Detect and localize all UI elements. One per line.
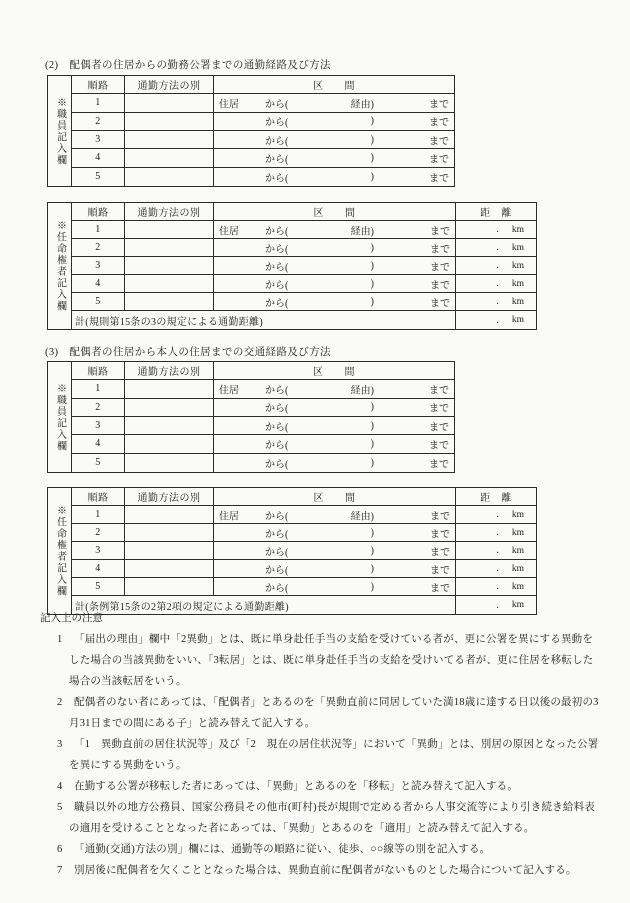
kara-paren-label: から( xyxy=(265,298,289,309)
distance-input-cell[interactable] xyxy=(456,293,536,311)
route-input-cell[interactable] xyxy=(214,221,456,239)
header-kukan: 区 間 xyxy=(214,362,454,380)
decimal-point: . xyxy=(496,278,499,289)
header-method: 通勤方法の別 xyxy=(125,362,214,380)
route-input-cell[interactable] xyxy=(214,506,456,524)
junro-number: 4 xyxy=(72,149,125,167)
route-input-cell[interactable] xyxy=(214,94,454,112)
made-label: まで xyxy=(429,440,449,452)
header-kyori: 距 離 xyxy=(456,203,536,221)
distance-input-cell[interactable] xyxy=(456,506,536,524)
kara-paren-label: から( xyxy=(265,511,289,522)
decimal-point: . xyxy=(496,599,499,611)
made-label: まで xyxy=(429,117,449,129)
side-label-text: ※職員記入欄 xyxy=(54,96,66,166)
method-input-cell[interactable] xyxy=(125,239,214,257)
junro-number: 1 xyxy=(72,94,125,112)
kara-paren-label: から( xyxy=(265,173,289,185)
note-number: 7 xyxy=(57,865,63,876)
method-input-cell[interactable] xyxy=(125,417,214,435)
header-method: 通勤方法の別 xyxy=(125,203,214,221)
via-paren-label: ) xyxy=(370,545,374,556)
made-label: まで xyxy=(430,529,450,540)
route-input-cell[interactable] xyxy=(214,417,454,435)
route-input-cell[interactable] xyxy=(214,131,454,149)
method-input-cell[interactable] xyxy=(125,454,214,472)
origin-label: 住居 xyxy=(219,511,239,522)
note-item xyxy=(40,629,602,692)
kara-paren-label: から( xyxy=(265,440,289,452)
junro-number: 5 xyxy=(72,293,125,311)
header-kyori: 距 離 xyxy=(456,488,536,506)
via-paren-label: 経由) xyxy=(350,385,374,397)
notes-section xyxy=(40,608,602,881)
via-paren-label: 経由) xyxy=(350,226,374,237)
note-number: 2 xyxy=(57,697,63,708)
method-input-cell[interactable] xyxy=(125,542,214,560)
kara-paren-label: から( xyxy=(265,99,289,111)
distance-input-cell[interactable] xyxy=(456,560,536,578)
method-input-cell[interactable] xyxy=(125,435,214,453)
kara-paren-label: から( xyxy=(265,385,289,397)
route-input-cell[interactable] xyxy=(214,399,454,417)
route-input-cell[interactable] xyxy=(214,168,454,186)
kara-paren-label: から( xyxy=(265,244,289,255)
km-unit: km xyxy=(511,224,524,235)
kara-paren-label: から( xyxy=(265,262,289,273)
km-unit: km xyxy=(511,600,524,610)
via-paren-label: 経由) xyxy=(350,99,374,111)
via-paren-label: ) xyxy=(370,260,374,271)
decimal-point: . xyxy=(496,314,499,326)
method-input-cell[interactable] xyxy=(125,524,214,542)
junro-number: 2 xyxy=(72,239,125,257)
junro-number: 4 xyxy=(72,275,125,293)
note-number: 6 xyxy=(57,844,63,855)
made-label: まで xyxy=(430,583,450,594)
junro-number: 3 xyxy=(72,542,125,560)
route-input-cell[interactable] xyxy=(214,542,456,560)
notes-heading: 記入上の注意 xyxy=(40,613,103,624)
km-unit: km xyxy=(511,278,524,289)
via-paren-label: ) xyxy=(370,527,374,538)
via-paren-label: ) xyxy=(370,278,374,289)
decimal-point: . xyxy=(496,224,499,235)
made-label: まで xyxy=(429,136,449,148)
distance-input-cell[interactable] xyxy=(456,239,536,257)
made-label: まで xyxy=(429,459,449,471)
route-input-cell[interactable] xyxy=(214,293,456,311)
method-input-cell[interactable] xyxy=(125,578,214,596)
method-input-cell[interactable] xyxy=(125,149,214,167)
made-label: まで xyxy=(429,385,449,397)
route-input-cell[interactable] xyxy=(214,380,454,398)
junro-number: 5 xyxy=(72,578,125,596)
kara-paren-label: から( xyxy=(265,422,289,434)
distance-input-cell[interactable] xyxy=(456,275,536,293)
note-item xyxy=(40,839,602,860)
method-input-cell[interactable] xyxy=(125,131,214,149)
note-item xyxy=(40,734,602,776)
via-paren-label: ) xyxy=(370,134,374,146)
junro-number: 5 xyxy=(72,454,125,472)
kara-paren-label: から( xyxy=(265,226,289,237)
method-input-cell[interactable] xyxy=(125,506,214,524)
route-input-cell[interactable] xyxy=(214,113,454,131)
note-text: 「届出の理由」欄中「2異動」とは、既に単身赴任手当の支給を受けている者が、更に公署を異にする異動をした場合の当該異動をいい、「3転居」とは、既に単身赴任手当の支給を受けいてる者が、更に住居を移転した場合の当該転居をいう。 xyxy=(69,634,594,687)
section2-title: (2) 配偶者の住居からの勤務公署までの通勤経路及び方法 xyxy=(45,60,331,71)
route-input-cell[interactable] xyxy=(214,149,454,167)
via-paren-label: ) xyxy=(370,401,374,413)
origin-label: 住居 xyxy=(219,385,239,397)
method-input-cell[interactable] xyxy=(125,257,214,275)
total-label: 計(規則第15条の3の規定による通勤距離) xyxy=(72,311,456,329)
km-unit: km xyxy=(511,260,524,271)
via-paren-label: ) xyxy=(370,581,374,592)
made-label: まで xyxy=(430,262,450,273)
junro-number: 1 xyxy=(72,221,125,239)
km-unit: km xyxy=(511,527,524,538)
note-item xyxy=(40,776,602,797)
made-label: まで xyxy=(429,173,449,185)
junro-number: 1 xyxy=(72,380,125,398)
side-label-text: ※任命権者記入欄 xyxy=(54,505,66,597)
method-input-cell[interactable] xyxy=(125,221,214,239)
origin-label: 住居 xyxy=(219,226,239,237)
km-unit: km xyxy=(511,563,524,574)
route-input-cell[interactable] xyxy=(214,275,456,293)
route-input-cell[interactable] xyxy=(214,578,456,596)
decimal-point: . xyxy=(496,260,499,271)
via-paren-label: ) xyxy=(370,438,374,450)
method-input-cell[interactable] xyxy=(125,113,214,131)
origin-label: 住居 xyxy=(219,99,239,111)
staff-entry-table-commute xyxy=(47,75,455,187)
via-paren-label: ) xyxy=(370,115,374,127)
made-label: まで xyxy=(430,565,450,576)
kara-paren-label: から( xyxy=(265,154,289,166)
header-junro: 順路 xyxy=(72,362,125,380)
note-number: 1 xyxy=(57,634,63,645)
appointer-entry-table-transport xyxy=(47,487,537,615)
section3-title: (3) 配偶者の住居から本人の住居までの交通経路及び方法 xyxy=(45,347,331,358)
km-unit: km xyxy=(511,315,524,325)
method-input-cell[interactable] xyxy=(125,94,214,112)
kara-paren-label: から( xyxy=(265,565,289,576)
via-paren-label: ) xyxy=(370,420,374,432)
header-kukan: 区 間 xyxy=(214,76,454,94)
method-input-cell[interactable] xyxy=(125,399,214,417)
made-label: まで xyxy=(430,298,450,309)
side-label-staff xyxy=(48,362,72,472)
staff-entry-table-transport xyxy=(47,361,455,473)
note-item xyxy=(40,692,602,734)
made-label: まで xyxy=(430,280,450,291)
kara-paren-label: から( xyxy=(265,583,289,594)
decimal-point: . xyxy=(496,509,499,520)
made-label: まで xyxy=(430,226,450,237)
distance-input-cell[interactable] xyxy=(456,524,536,542)
method-input-cell[interactable] xyxy=(125,560,214,578)
distance-input-cell[interactable] xyxy=(456,221,536,239)
route-input-cell[interactable] xyxy=(214,524,456,542)
side-label-appointer xyxy=(48,488,72,614)
decimal-point: . xyxy=(496,527,499,538)
note-text: 職員以外の地方公務員、国家公務員その他市(町村)長が規則で定める者から人事交流等により引き続き給料表の適用を受けることとなった者にあっては、「異動」とあるのを「適用」と読み替えて記入する。 xyxy=(69,802,595,834)
method-input-cell[interactable] xyxy=(125,168,214,186)
note-item xyxy=(40,860,602,881)
route-input-cell[interactable] xyxy=(214,454,454,472)
made-label: まで xyxy=(430,511,450,522)
note-text: 在勤する公署が移転した者にあっては、「異動」とあるのを「移転」と読み替えて記入する。 xyxy=(74,781,519,792)
route-input-cell[interactable] xyxy=(214,239,456,257)
junro-number: 1 xyxy=(72,506,125,524)
decimal-point: . xyxy=(496,545,499,556)
made-label: まで xyxy=(429,403,449,415)
decimal-point: . xyxy=(496,563,499,574)
distance-input-cell[interactable] xyxy=(456,578,536,596)
header-junro: 順路 xyxy=(72,76,125,94)
km-unit: km xyxy=(511,509,524,520)
kara-paren-label: から( xyxy=(265,459,289,471)
junro-number: 4 xyxy=(72,560,125,578)
junro-number: 2 xyxy=(72,399,125,417)
note-number: 3 xyxy=(57,739,63,750)
kara-paren-label: から( xyxy=(265,280,289,291)
junro-number: 5 xyxy=(72,168,125,186)
made-label: まで xyxy=(429,99,449,111)
junro-number: 2 xyxy=(72,113,125,131)
total-label: 計(条例第15条の2第2項の規定による通勤距離) xyxy=(72,596,456,614)
via-paren-label: ) xyxy=(370,242,374,253)
side-label-text: ※職員記入欄 xyxy=(54,382,66,452)
header-kukan: 区 間 xyxy=(214,203,456,221)
method-input-cell[interactable] xyxy=(125,380,214,398)
km-unit: km xyxy=(511,296,524,307)
appointer-entry-table-commute xyxy=(47,202,537,330)
header-method: 通勤方法の別 xyxy=(125,76,214,94)
made-label: まで xyxy=(429,154,449,166)
via-paren-label: ) xyxy=(370,152,374,164)
junro-number: 3 xyxy=(72,131,125,149)
kara-paren-label: から( xyxy=(265,547,289,558)
kara-paren-label: から( xyxy=(265,403,289,415)
note-number: 5 xyxy=(57,802,63,813)
km-unit: km xyxy=(511,545,524,556)
via-paren-label: ) xyxy=(370,457,374,469)
made-label: まで xyxy=(430,547,450,558)
note-text: 配偶者のない者にあっては、「配偶者」とあるのを「異動直前に同居していた満18歳に達する日以後の最初の3月31日までの間にある子」と読み替えて記入する。 xyxy=(69,697,599,729)
distance-input-cell[interactable] xyxy=(456,257,536,275)
note-text: 「1 異動直前の居住状況等」及び「2 現在の居住状況等」において「異動」とは、別居の原因となった公署を異にする異動をいう。 xyxy=(69,739,599,771)
note-number: 4 xyxy=(57,781,63,792)
side-label-staff xyxy=(48,76,72,186)
route-input-cell[interactable] xyxy=(214,257,456,275)
header-method: 通勤方法の別 xyxy=(125,488,214,506)
kara-paren-label: から( xyxy=(265,136,289,148)
junro-number: 3 xyxy=(72,257,125,275)
decimal-point: . xyxy=(496,581,499,592)
method-input-cell[interactable] xyxy=(125,275,214,293)
via-paren-label: ) xyxy=(370,296,374,307)
route-input-cell[interactable] xyxy=(214,560,456,578)
junro-number: 2 xyxy=(72,524,125,542)
side-label-text: ※任命権者記入欄 xyxy=(54,220,66,312)
via-paren-label: ) xyxy=(370,171,374,183)
kara-paren-label: から( xyxy=(265,117,289,129)
distance-input-cell[interactable] xyxy=(456,542,536,560)
note-text: 「通勤(交通)方法の別」欄には、通勤等の順路に従い、徒歩、○○線等の別を記入する。 xyxy=(74,844,491,855)
header-junro: 順路 xyxy=(72,488,125,506)
header-kukan: 区 間 xyxy=(214,488,456,506)
total-distance-input-cell[interactable] xyxy=(456,311,536,329)
made-label: まで xyxy=(430,244,450,255)
kara-paren-label: から( xyxy=(265,529,289,540)
made-label: まで xyxy=(429,422,449,434)
km-unit: km xyxy=(511,242,524,253)
junro-number: 3 xyxy=(72,417,125,435)
route-input-cell[interactable] xyxy=(214,435,454,453)
via-paren-label: 経由) xyxy=(350,511,374,522)
side-label-appointer xyxy=(48,203,72,329)
note-item xyxy=(40,797,602,839)
decimal-point: . xyxy=(496,296,499,307)
header-junro: 順路 xyxy=(72,203,125,221)
via-paren-label: ) xyxy=(370,563,374,574)
junro-number: 4 xyxy=(72,435,125,453)
method-input-cell[interactable] xyxy=(125,293,214,311)
decimal-point: . xyxy=(496,242,499,253)
note-text: 別居後に配偶者を欠くこととなった場合は、異動直前に配偶者がないものとした場合について記入する。 xyxy=(74,865,577,876)
km-unit: km xyxy=(511,581,524,592)
